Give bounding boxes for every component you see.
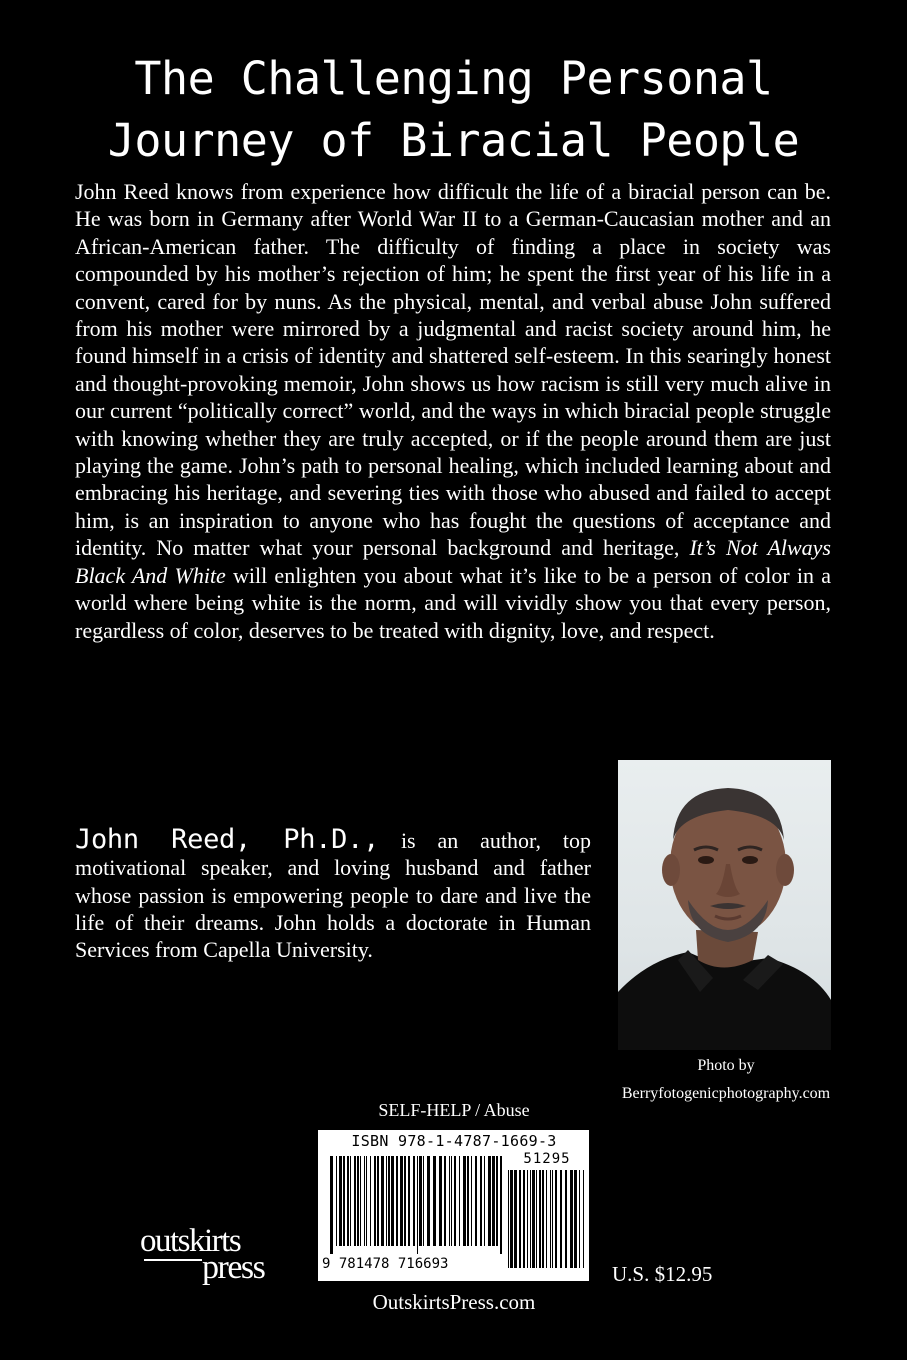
barcode-bar xyxy=(536,1170,537,1268)
barcode-bar xyxy=(408,1156,410,1246)
barcode-bar xyxy=(530,1170,531,1268)
barcode-bar xyxy=(336,1156,337,1246)
barcode-bar xyxy=(413,1156,415,1246)
title-line-2: Journey of Biracial People xyxy=(107,114,800,167)
barcode-bar xyxy=(523,1170,525,1268)
barcode-bar xyxy=(550,1170,551,1268)
barcode-bar xyxy=(360,1156,361,1246)
barcode-bar xyxy=(459,1156,460,1246)
barcode-bar xyxy=(417,1156,418,1254)
barcode-bar xyxy=(396,1156,398,1246)
barcode-bar xyxy=(370,1156,371,1246)
ean-digits: 9 781478 716693 xyxy=(322,1256,449,1272)
barcode-bar xyxy=(565,1170,567,1268)
barcode-bar xyxy=(423,1156,424,1246)
barcode-bar xyxy=(546,1170,547,1268)
publisher-logo-rule xyxy=(144,1259,202,1261)
photo-credit-source: Berryfotogenicphotography.com xyxy=(621,1085,831,1102)
barcode-bar xyxy=(555,1170,557,1268)
barcode-bar xyxy=(508,1170,509,1268)
barcode-bar xyxy=(480,1156,482,1246)
barcode-bar xyxy=(570,1170,573,1268)
barcode-bar xyxy=(514,1170,517,1268)
author-bio-text: is an author, top motivational speaker, and loving husband and father whose passion is empowering people to dare and live the life of their dreams. John holds a doctorate in Human Services from Capella University. xyxy=(75,828,592,963)
description-part-1: John Reed knows from experience how difficult the life of a biracial person can be. He was born in Germany after World War II to a German-Caucasian mother and an African-American father. The difficulty of finding a place in society was compounded by his mother’s rejection of him; he spent the first year of his life in a convent, cared for by nuns. As the physical, mental, and verbal abuse John suffered from his mother were mirrored by a judgmental and racist society around him, he found himself in a crisis of identity and shattered self-esteem. In this searingly honest and thought-provoking memoir, John shows us how racism is still very much alive in our current “politically correct” world, and the ways in which biracial people struggle with knowing whether they are truly accepted, or if the people around them are just playing the game. John’s path to personal healing, which included learning about and embracing his heritage, and severing ties with those who abused and failed to accept him, is an inspiration to anyone who has fought the questions of acceptance and identity. No matter what your personal background and heritage, xyxy=(75,179,831,561)
barcode-bar xyxy=(350,1156,351,1246)
barcode-bar xyxy=(532,1170,535,1268)
barcode-bar xyxy=(339,1156,342,1246)
photo-credit xyxy=(596,1052,856,1108)
barcode-bar xyxy=(539,1170,541,1268)
barcode-bar xyxy=(484,1156,485,1246)
barcode-price-code: 51295 xyxy=(523,1151,571,1167)
isbn-barcode xyxy=(318,1130,589,1281)
barcode-bar xyxy=(583,1170,584,1268)
barcode-bar xyxy=(433,1156,436,1246)
barcode-bar xyxy=(388,1156,390,1246)
barcode-bar xyxy=(366,1156,367,1246)
author-photo xyxy=(618,760,831,1050)
barcode-bar xyxy=(343,1156,345,1246)
barcode-bar xyxy=(347,1156,349,1246)
barcode-bar xyxy=(449,1156,450,1246)
photo-credit-label: Photo by xyxy=(697,1057,755,1074)
publisher-website: OutskirtsPress.com xyxy=(372,1290,536,1314)
barcode-bar xyxy=(496,1156,498,1246)
barcode-bar xyxy=(364,1156,365,1246)
barcode-bar xyxy=(427,1156,430,1246)
barcode-bar xyxy=(374,1156,376,1246)
barcode-bar xyxy=(579,1170,580,1268)
description-part-2: will enlighten you about what it’s like to be a person of color in a world where being white is the norm, and will vividly show you that every person, regardless of color, deserves to be treated with dignity, love, and respect. xyxy=(75,562,832,643)
barcode-bar xyxy=(451,1156,452,1246)
author-name: John Reed, Ph.D., xyxy=(75,824,380,855)
book-description xyxy=(75,178,831,644)
barcode-bar xyxy=(454,1156,456,1246)
barcode-bar xyxy=(444,1156,446,1246)
barcode-bar xyxy=(475,1156,477,1246)
addon-barcode-bars xyxy=(508,1170,584,1276)
barcode-bar xyxy=(510,1170,513,1268)
barcode-bar xyxy=(439,1156,442,1246)
isbn-label: ISBN 978-1-4787-1669-3 xyxy=(351,1132,557,1150)
barcode-bar xyxy=(419,1156,422,1246)
description-book-title: It’s Not Always Black And White xyxy=(75,535,831,588)
barcode-bar xyxy=(560,1170,562,1268)
barcode-bar xyxy=(500,1156,502,1254)
barcode-bar xyxy=(574,1170,577,1268)
barcode-bar xyxy=(357,1156,359,1246)
author-bio xyxy=(75,826,591,963)
publisher-logo-line-1: outskirts xyxy=(140,1223,241,1259)
barcode-bar xyxy=(391,1156,394,1246)
ean-barcode-bars xyxy=(330,1156,502,1254)
retail-price: U.S. $12.95 xyxy=(612,1262,713,1286)
barcode-bar xyxy=(519,1170,521,1268)
barcode-bar xyxy=(404,1156,406,1246)
title-line-1: The Challenging Personal xyxy=(134,52,773,105)
barcode-bar xyxy=(463,1156,466,1246)
barcode-bar xyxy=(492,1156,495,1246)
barcode-bar xyxy=(467,1156,469,1246)
barcode-bar xyxy=(400,1156,403,1246)
barcode-bar xyxy=(527,1170,528,1268)
publisher-logo xyxy=(140,1223,295,1298)
barcode-bar xyxy=(381,1156,384,1246)
barcode-bar xyxy=(552,1170,553,1268)
publisher-logo-line-2: press xyxy=(202,1249,265,1286)
barcode-bar xyxy=(377,1156,379,1246)
bisac-category: SELF-HELP / Abuse xyxy=(378,1100,530,1120)
barcode-bar xyxy=(330,1156,333,1254)
barcode-bar xyxy=(354,1156,356,1246)
barcode-bar xyxy=(488,1156,491,1246)
barcode-bar xyxy=(471,1156,472,1246)
barcode-bar xyxy=(386,1156,387,1246)
book-title xyxy=(0,48,907,172)
barcode-bar xyxy=(542,1170,544,1268)
